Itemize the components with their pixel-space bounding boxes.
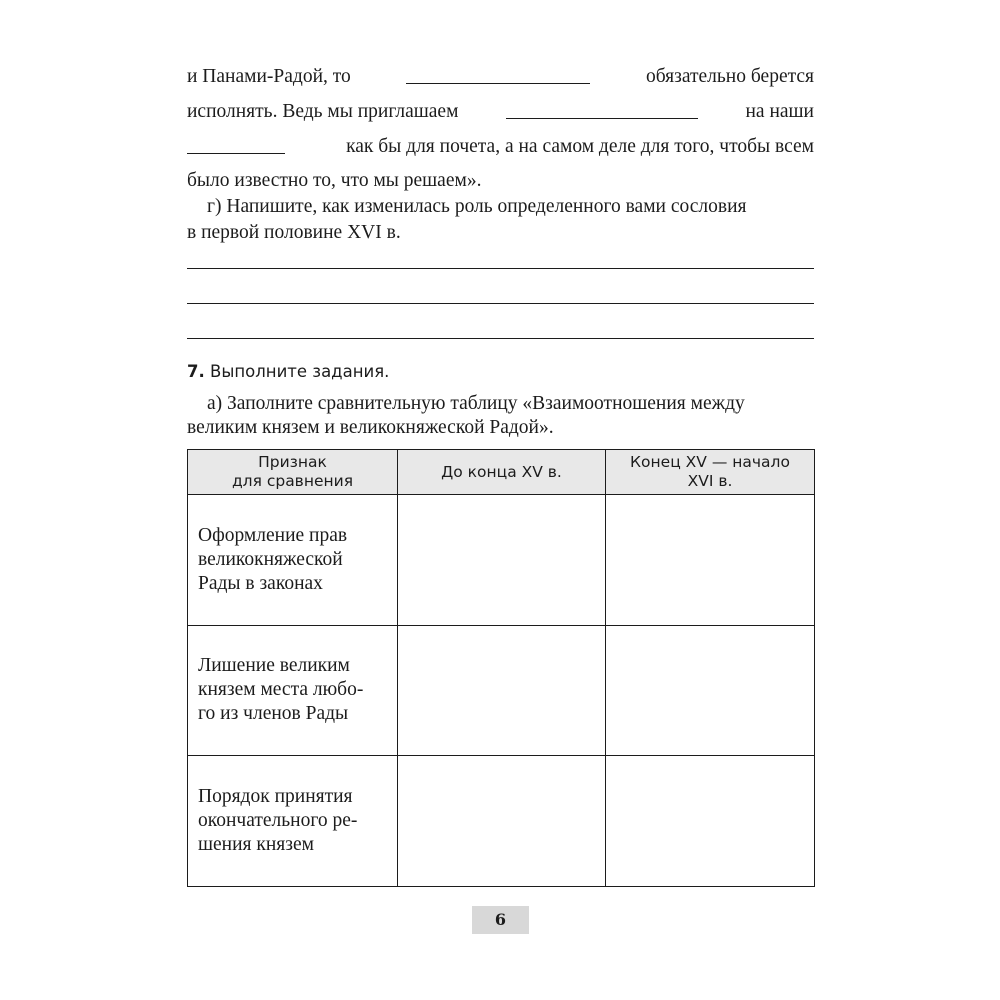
quote-line-1 (187, 64, 814, 90)
cell-text: Лишение великим (198, 655, 350, 677)
cell-text: князем места любо- (198, 679, 364, 701)
quote-text: и Панами-Радой, то (187, 66, 351, 87)
answer-cell[interactable] (398, 625, 606, 756)
quote-line-2 (187, 99, 814, 125)
row-criterion (188, 495, 398, 626)
comparison-table (187, 449, 815, 887)
fill-blank-2[interactable] (506, 117, 698, 119)
task-number: 7. (187, 362, 205, 381)
task-a-line-2: великим князем и великокняжеской Радой». (187, 417, 554, 438)
header-text: До конца XV в. (441, 462, 562, 481)
task-title: Выполните задания. (210, 362, 390, 381)
table-header-row (188, 450, 815, 495)
answer-cell[interactable] (606, 495, 815, 626)
header-criterion (188, 450, 398, 495)
task-g-line-1: г) Напишите, как изменилась роль определенного вами сословия (207, 196, 747, 217)
cell-text: окончательного ре- (198, 810, 358, 832)
cell-text: Оформление прав (198, 524, 348, 546)
quote-line-3 (187, 134, 814, 160)
cell-text: Порядок принятия (198, 786, 353, 808)
table-row (188, 756, 815, 887)
answer-cell[interactable] (398, 495, 606, 626)
header-xv-xvi (606, 450, 815, 495)
quote-line-4: было известно то, что мы решаем». (187, 170, 482, 191)
header-text: XVI в. (687, 472, 733, 490)
cell-text: шения князем (198, 834, 314, 856)
cell-text: го из членов Рады (198, 703, 349, 725)
row-criterion (188, 625, 398, 756)
quote-text: как бы для почета, а на самом деле для того, чтобы всем (346, 136, 814, 157)
table-row (188, 495, 815, 626)
quote-text: обязательно берется (646, 66, 814, 87)
header-before-xv (398, 450, 606, 495)
header-text: Признак (258, 453, 327, 471)
fill-blank-1[interactable] (406, 82, 590, 84)
header-text: для сравнения (231, 472, 354, 490)
answer-line-2[interactable] (187, 303, 814, 304)
answer-cell[interactable] (398, 756, 606, 887)
answer-line-3[interactable] (187, 338, 814, 339)
header-text: Конец XV — начало (630, 453, 790, 471)
task-7-heading (187, 362, 389, 381)
task-g-line-2: в первой половине XVI в. (187, 222, 401, 243)
page-number: 6 (472, 906, 529, 934)
answer-cell[interactable] (606, 625, 815, 756)
answer-cell[interactable] (606, 756, 815, 887)
quote-text: исполнять. Ведь мы приглашаем (187, 101, 459, 122)
table-row (188, 625, 815, 756)
cell-text: Рады в законах (198, 572, 323, 594)
cell-text: великокняжеской (198, 548, 343, 570)
answer-line-1[interactable] (187, 268, 814, 269)
fill-blank-3[interactable] (187, 152, 285, 154)
row-criterion (188, 756, 398, 887)
quote-text: на наши (745, 101, 814, 122)
task-a-line-1: а) Заполните сравнительную таблицу «Взаимоотношения между (207, 393, 745, 414)
